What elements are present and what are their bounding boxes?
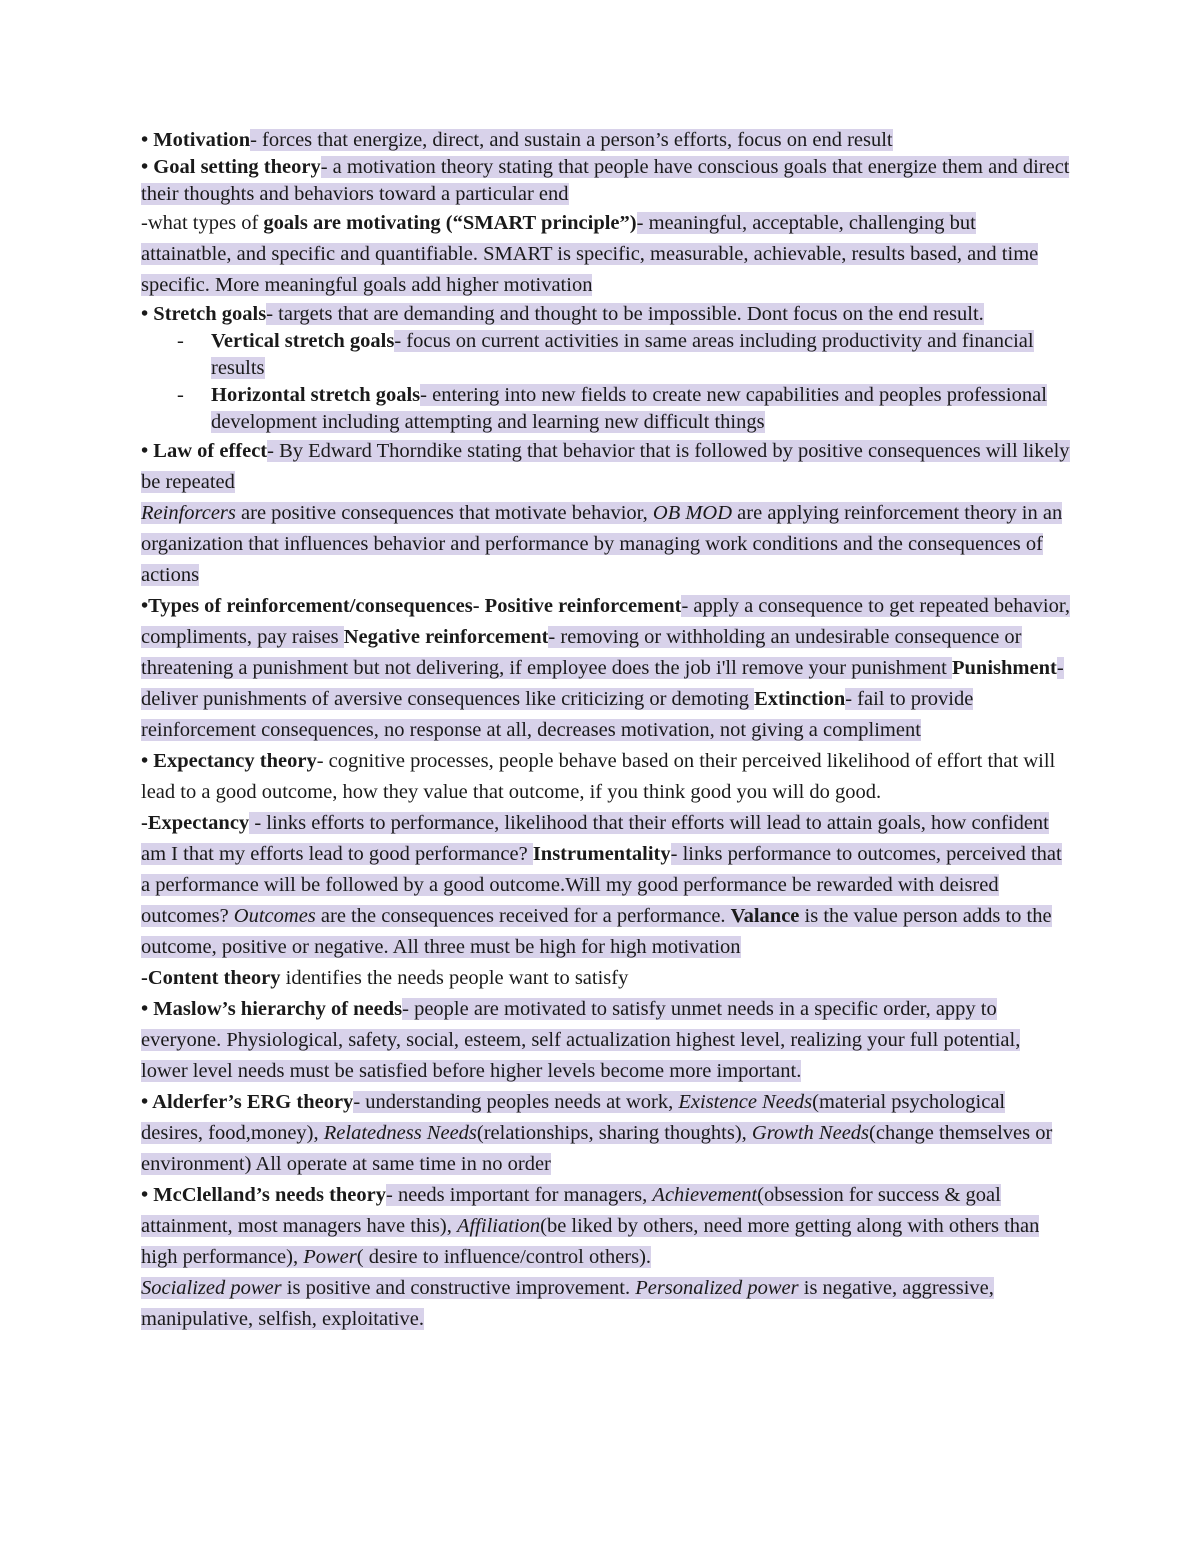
term-negative-reinforcement: Negative reinforcement [343,626,549,648]
definition-motivation: - forces that energize, direct, and sustain a person’s efforts, focus on end result [250,129,893,151]
term-types-of-reinforcement: •Types of reinforcement/consequences- [141,595,485,617]
definition-law-of-effect: - By Edward Thorndike stating that behavior that is followed by positive consequences will likely be repeated [141,440,1070,493]
term-stretch-goals: • Stretch goals [141,303,267,325]
term-mcclelland: • McClelland’s needs theory [141,1184,386,1206]
definition-smart-principle: - meaningful, acceptable, challenging but attainatble, and specific and quantifiable. SMART is specific, measurable, achievable, results based, and time specific. More meaningful goals add higher motivation [141,212,1039,296]
term-affiliation: Affiliation [456,1215,541,1237]
para-alderfer [141,1087,1070,1180]
definition-goal-setting-theory: - a motivation theory stating that people have conscious goals that energize them and direct their thoughts and behaviors toward a particular end [141,156,1070,205]
para-content-theory [141,963,1070,994]
term-valance: Valance [730,905,800,927]
term-maslow: • Maslow’s hierarchy of needs [141,998,403,1020]
term-achievement: Achievement [652,1184,758,1206]
term-outcomes: Outcomes [233,905,316,927]
term-law-of-effect: • Law of effect [141,440,268,462]
definition-relatedness-needs: (relationships, sharing thoughts), [476,1122,752,1144]
definition-instrumentality: - links performance to outcomes, perceived that a performance will be followed by a good outcome.Will my good performance be rewarded with deisred outcomes? [141,843,1062,927]
definition-maslow: - people are motivated to satisfy unmet needs in a specific order, appy to everyone. Physiological, safety, social, esteem, self actualization highest level, realizing your full potential, lower level needs must be satisfied before higher levels become more important. [141,998,1021,1082]
term-extinction: Extinction [754,688,846,710]
para-goal-setting-theory [141,154,1070,208]
term-instrumentality: Instrumentality [532,843,671,865]
definition-existence-needs: (material psychological desires, food,money), [141,1091,1006,1144]
definition-growth-needs: (change themselves or environment) All operate at same time in no order [141,1122,1053,1175]
term-power: Power [303,1246,357,1268]
para-expectancy-theory [141,746,1070,808]
para-power-types [141,1273,1070,1335]
definition-alderfer: - understanding peoples needs at work, [353,1091,679,1113]
term-reinforcers: Reinforcers [141,502,236,524]
definition-socialized-power: is positive and constructive improvement. [281,1277,636,1299]
term-ob-mod: OB MOD [652,502,733,524]
para-smart-principle [141,208,1070,301]
smart-prefix: -what types of [141,212,264,234]
para-reinforcers [141,498,1070,591]
term-relatedness-needs: Relatedness Needs [323,1122,477,1144]
definition-stretch-goals: - targets that are demanding and thought to be impossible. Dont focus on the end result. [266,303,984,325]
definition-achievement: (obsession for success & goal attainment, most managers have this), [141,1184,1001,1237]
definition-horizontal-stretch-goals: - entering into new fields to create new capabilities and peoples professional development including attempting and learning new difficult things [211,384,1047,433]
list-item-horizontal-stretch-goals [141,382,1070,436]
dash-bullet: - [177,330,184,352]
term-punishment: Punishment [952,657,1057,679]
para-motivation [141,127,1070,154]
para-maslow [141,994,1070,1087]
para-expectancy-components [141,808,1070,963]
term-expectancy-theory: • Expectancy theory [141,750,317,772]
term-alderfer: • Alderfer’s ERG theory [141,1091,354,1113]
list-item-vertical-stretch-goals [141,328,1070,382]
para-stretch-goals [141,301,1070,328]
term-existence-needs: Existence Needs [678,1091,813,1113]
dash-bullet: - [177,384,184,406]
definition-affiliation: (be liked by others, need more getting along with others than high performance), [141,1215,1040,1268]
definition-reinforcers: are positive consequences that motivate behavior, [235,502,653,524]
definition-ob-mod: are applying reinforcement theory in an organization that influences behavior and performance by managing work conditions and the consequences of actions [141,502,1063,586]
definition-personalized-power: is negative, aggressive, manipulative, selfish, exploitative. [141,1277,994,1330]
definition-outcomes: are the consequences received for a performance. [315,905,731,927]
term-horizontal-stretch-goals: Horizontal stretch goals [211,384,421,406]
definition-expectancy: - links efforts to performance, likelihood that their efforts will lead to attain goals, how confident am I that my efforts lead to good performance? [141,812,1049,865]
definition-mcclelland: - needs important for managers, [386,1184,653,1206]
term-content-theory: -Content theory [141,967,281,989]
para-law-of-effect [141,436,1070,498]
definition-extinction: - fail to provide reinforcement consequences, no response at all, decreases motivation, not giving a compliment [141,688,974,741]
definition-negative-reinforcement: - removing or withholding an undesirable consequence or threatening a punishment but not delivering, if employee does the job i'll remove your punishment [141,626,1022,679]
definition-vertical-stretch-goals: - focus on current activities in same areas including productivity and financial results [211,330,1034,379]
para-types-of-reinforcement [141,591,1070,746]
term-vertical-stretch-goals: Vertical stretch goals [211,330,395,352]
term-positive-reinforcement: Positive reinforcement [484,595,682,617]
term-motivation: • Motivation [141,129,251,151]
term-smart-principle: goals are motivating (“SMART principle”) [263,212,637,234]
term-socialized-power: Socialized power [141,1277,282,1299]
definition-expectancy-theory: - cognitive processes, people behave based on their perceived likelihood of effort that will lead to a good outcome, how they value that outcome, if you think good you will do good. [141,750,1056,803]
definition-punishment: - deliver punishments of aversive consequences like criticizing or demoting [141,657,1064,710]
definition-valance: is the value person adds to the outcome, positive or negative. All three must be high for high motivation [141,905,1052,958]
term-goal-setting-theory: • Goal setting theory [141,156,321,178]
term-personalized-power: Personalized power [635,1277,799,1299]
definition-positive-reinforcement: - apply a consequence to get repeated behavior, compliments, pay raises [141,595,1070,648]
para-mcclelland [141,1180,1070,1273]
term-expectancy: -Expectancy [141,812,250,834]
definition-content-theory: identifies the needs people want to satisfy [280,967,629,989]
term-growth-needs: Growth Needs [751,1122,870,1144]
definition-power: ( desire to influence/control others). [356,1246,652,1268]
